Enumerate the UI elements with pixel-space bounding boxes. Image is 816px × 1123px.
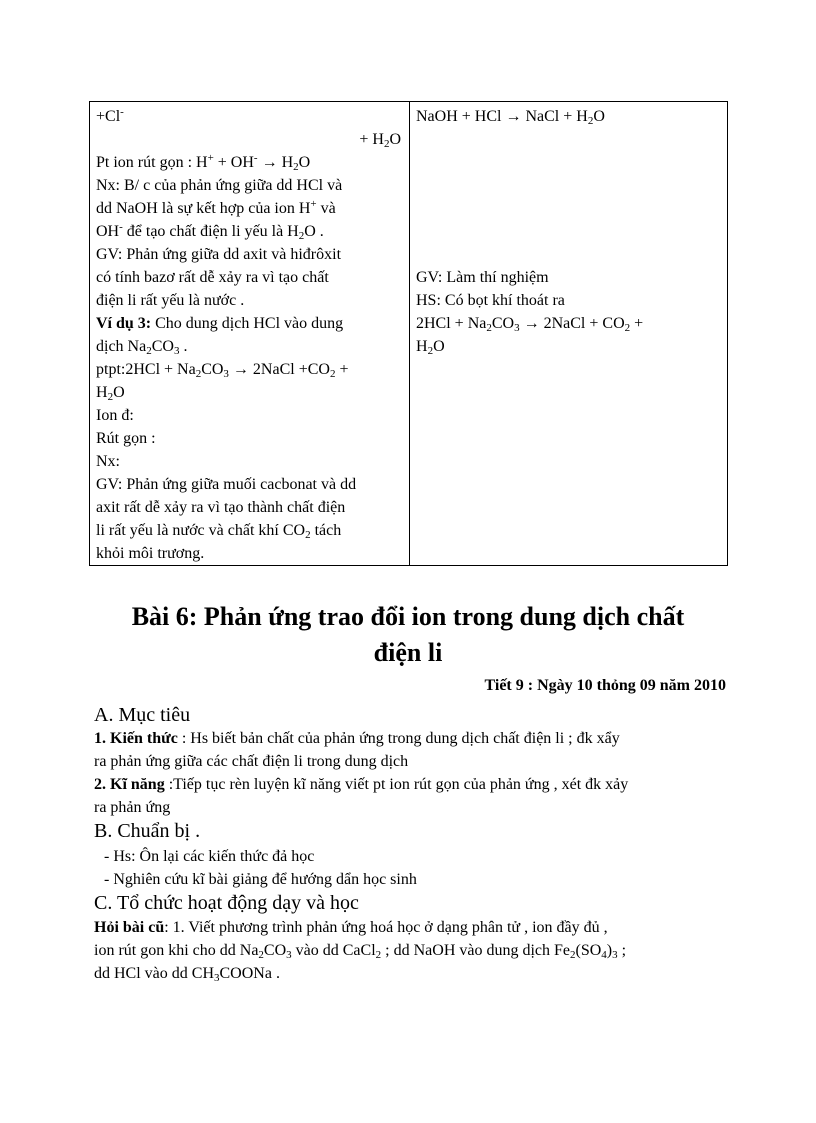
table-line: có tính bazơ rất dễ xảy ra vì tạo chất xyxy=(96,269,329,286)
hoi-line: : 1. Viết phương trình phản ứng hoá học ở dạng phân tử , ion đầy đủ , xyxy=(164,919,608,936)
section-a-heading: A. Mục tiêu xyxy=(94,704,191,726)
table-line: điện li rất yếu là nước . xyxy=(96,292,245,309)
prep-item: - Hs: Ôn lại các kiến thức đả học xyxy=(104,848,315,865)
section-b-heading: B. Chuẩn bị . xyxy=(94,820,201,842)
table-line: GV: Làm thí nghiệm xyxy=(416,269,549,286)
hoi-line: ion rút gon khi cho dd $Na_2CO_3$ vào dd CaCl$_2$ ; dd NaOH vào dung dịch $Fe_2(SO_4)_3$ ; xyxy=(94,942,627,961)
table-line: khỏi môi trương. xyxy=(96,545,205,562)
table-line xyxy=(96,312,403,335)
kien-thuc-text-cont: ra phản ứng giữa các chất điện li trong dung dịch xyxy=(94,753,409,770)
table-line: NaOH + HCl → NaCl + $H_2O$ xyxy=(416,108,605,127)
table-line: $H_2O$ xyxy=(416,338,445,357)
kien-thuc-label: 1. Kiến thức xyxy=(94,730,178,747)
hoi-bai-cu-label: Hỏi bài cũ xyxy=(94,919,165,936)
table-line: + $H_2O$ xyxy=(359,131,401,150)
hoi-line: dd HCl vào dd $CH_3COONa$ . xyxy=(94,965,280,984)
lesson-title-cont: điện li xyxy=(373,638,443,667)
table-line: ptpt:2HCl + $Na_2CO_3$ → 2NaCl $+CO_2$ + xyxy=(96,361,349,380)
teacher-column xyxy=(90,102,410,566)
lesson-date: Tiết 9 : Ngày 10 thỏng 09 năm 2010 xyxy=(484,677,726,694)
lesson-table xyxy=(89,101,728,566)
table-line: +Cl- xyxy=(96,106,124,125)
table-line: GV: Phản ứng giữa muối cacbonat và dd xyxy=(96,476,357,493)
table-line: $H_2O$ xyxy=(96,384,125,403)
table-line: Nx: xyxy=(96,453,120,470)
table-line: GV: Phản ứng giữa dd axit và hiđrôxit xyxy=(96,246,342,263)
table-line: OH- để tạo chất điện li yếu là $H_2O$ . xyxy=(96,221,324,242)
example-label: Ví dụ 3: xyxy=(96,315,152,332)
spacer xyxy=(416,128,721,266)
section-c-heading: C. Tổ chức hoạt động dạy và học xyxy=(94,892,359,914)
table-line: axit rất dễ xảy ra vì tạo thành chất điện xyxy=(96,499,346,516)
table-line: Pt ion rút gọn : $H^+ + OH^- \to H_2O$ xyxy=(96,152,311,173)
table-line: dd NaOH là sự kết hợp của ion H+ và xyxy=(96,198,336,217)
lesson-title: Bài 6: Phản ứng trao đổi ion trong dung dịch chất xyxy=(131,602,685,631)
table-line: HS: Có bọt khí thoát ra xyxy=(416,292,565,309)
ki-nang-text-cont: ra phản ứng xyxy=(94,799,171,816)
ki-nang-text: :Tiếp tục rèn luyện kĩ năng viết pt ion rút gọn của phản ứng , xét đk xảy xyxy=(164,776,629,793)
kien-thuc-para xyxy=(94,727,734,773)
student-column xyxy=(410,102,728,566)
table-line: $2HCl + Na_2CO_3$ → 2NaCl + $CO_2$ + xyxy=(416,315,644,334)
table-line: Rút gọn : xyxy=(96,430,156,447)
example-text: Cho dung dịch HCl vào dung xyxy=(155,315,344,332)
ki-nang-para xyxy=(94,773,734,819)
table-line: Ion đ: xyxy=(96,407,134,424)
kien-thuc-text: : Hs biết bản chất của phản ứng trong dung dịch chất điện li ; đk xẩy xyxy=(177,730,620,747)
prep-item: - Nghiên cứu kĩ bài giảng để hướng dẩn học sinh xyxy=(104,871,417,888)
hoi-bai-cu-para xyxy=(94,916,734,985)
table-line: Nx: B/ c của phản ứng giữa dd HCl và xyxy=(96,177,343,194)
table-line: li rất yếu là nước và chất khí $CO_2$ tách xyxy=(96,522,342,541)
ki-nang-label: 2. Kĩ năng xyxy=(94,776,165,793)
table-line: dịch $Na_2CO_3$ . xyxy=(96,338,188,357)
